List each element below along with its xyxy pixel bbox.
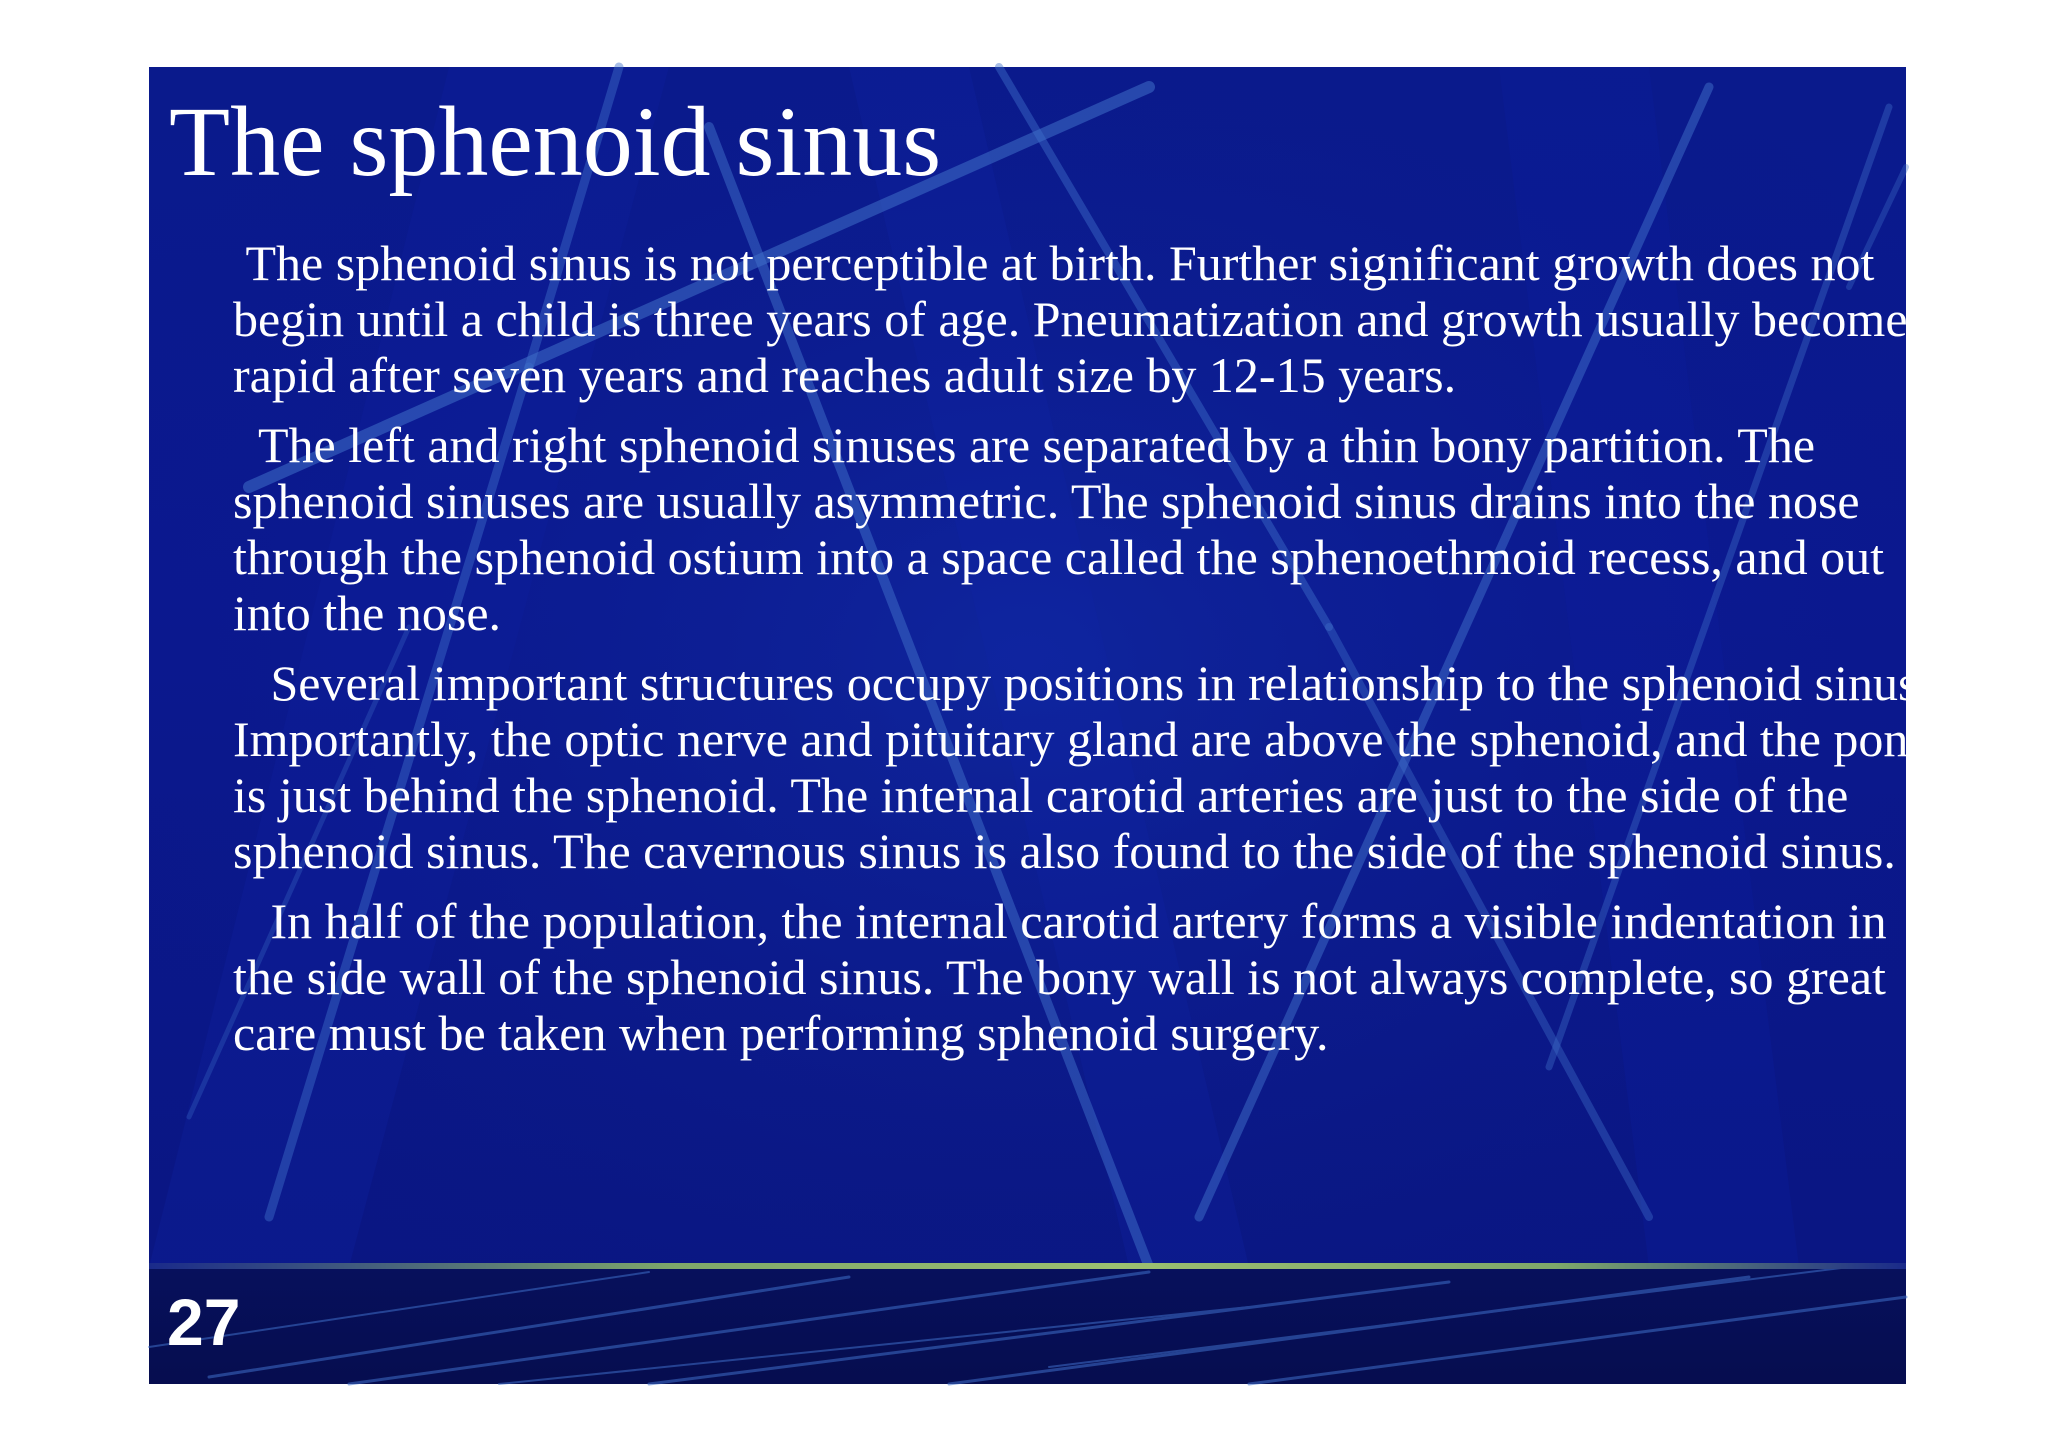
paragraph-important-structures: Several important structures occupy positions in relationship to the sphenoid sinus. Importantly, the optic nerve and pituitary gland are above the sphenoid, and the pons is just behind the sphenoid. The internal carotid arteries are just to the side of the sphenoid sinus. The cavernous sinus is also found to the side of the sphenoid sinus.: [233, 655, 1943, 879]
footer-divider-line: [149, 1263, 1906, 1269]
footer-streaks: [149, 1267, 1906, 1384]
paragraph-birth-growth: The sphenoid sinus is not perceptible at birth. Further significant growth does not begin until a child is three years of age. Pneumatization and growth usually becomes rapid after seven years and reaches adult size by 12-15 years.: [233, 235, 1940, 403]
paragraph-partition-drainage: The left and right sphenoid sinuses are separated by a thin bony partition. The sphenoid sinuses are usually asymmetric. The sphenoid sinus drains into the nose through the sphenoid ostium into a space called the sphenoethmoid recess, and out into the nose.: [233, 417, 1897, 641]
paragraph-carotid-indentation: In half of the population, the internal carotid artery forms a visible indentation in the side wall of the sphenoid sinus. The bony wall is not always complete, so great care must be taken when performing sphenoid surgery.: [233, 893, 1900, 1061]
slide-title: The sphenoid sinus: [169, 86, 942, 197]
slide-body: [233, 235, 1943, 1075]
slide: [149, 67, 1943, 1384]
page-number: 27: [167, 1285, 241, 1359]
